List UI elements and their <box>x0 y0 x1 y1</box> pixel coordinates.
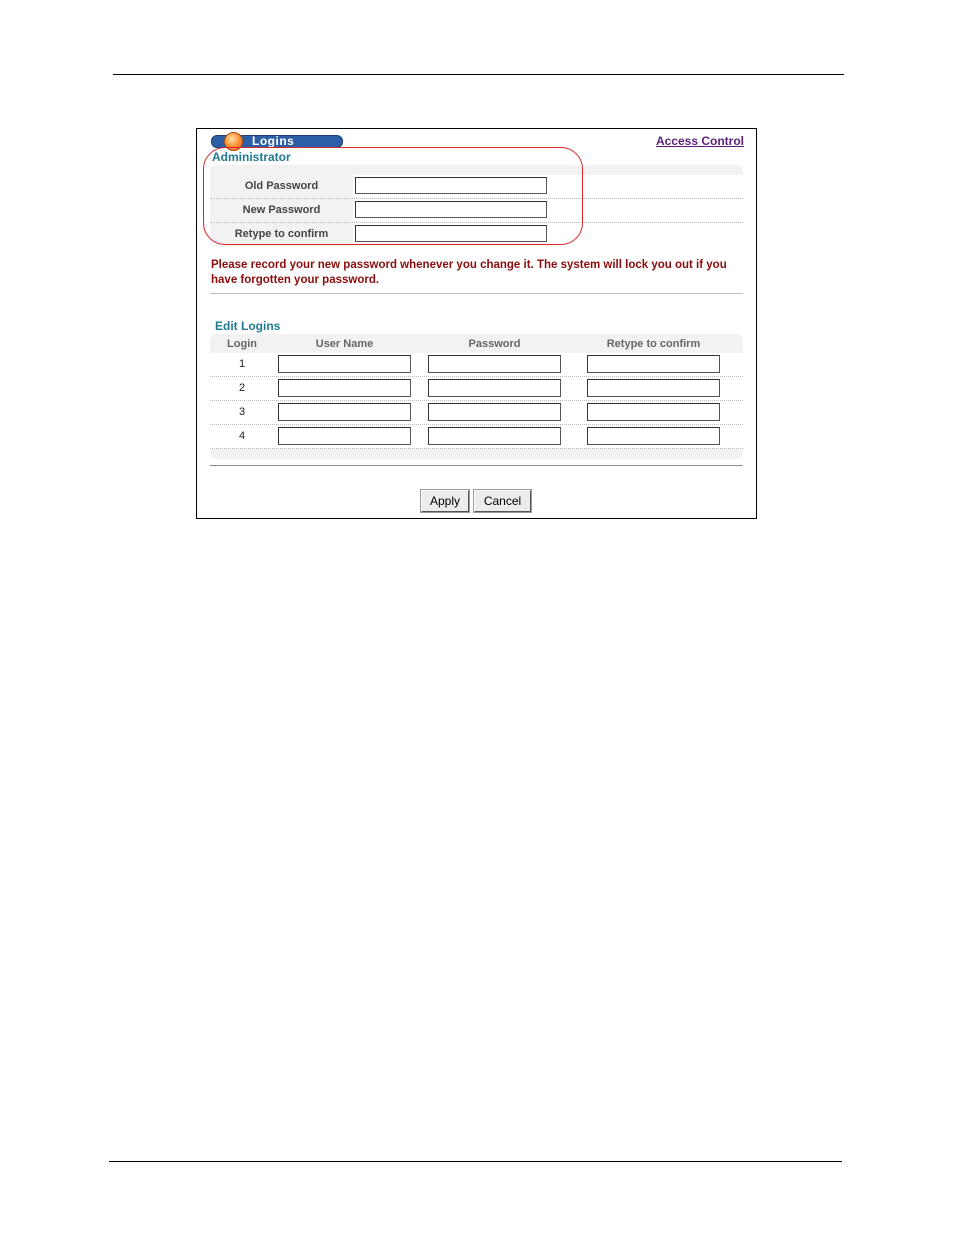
user-name-input-1[interactable] <box>278 355 411 373</box>
tab-title: Logins <box>252 134 295 148</box>
new-password-input[interactable] <box>355 201 547 218</box>
login-number: 4 <box>238 430 246 442</box>
retype-password-label: Retype to confirm <box>234 228 329 240</box>
login-number: 3 <box>238 406 246 418</box>
password-input-4[interactable] <box>428 427 561 445</box>
login-number: 2 <box>238 382 246 394</box>
table-row <box>210 377 743 401</box>
column-header-retype: Retype to confirm <box>606 338 701 350</box>
retype-input-3[interactable] <box>587 403 720 421</box>
column-header-user-name: User Name <box>315 338 374 350</box>
access-control-link[interactable]: Access Control <box>655 134 744 148</box>
retype-password-row <box>210 223 743 246</box>
cancel-button[interactable]: Cancel <box>474 490 531 512</box>
retype-password-input[interactable] <box>355 225 547 242</box>
administrator-title: Administrator <box>212 150 291 164</box>
table-row <box>210 401 743 425</box>
logins-screen <box>196 128 757 519</box>
login-number: 1 <box>238 358 246 370</box>
user-name-input-3[interactable] <box>278 403 411 421</box>
old-password-input[interactable] <box>355 177 547 194</box>
column-header-login: Login <box>227 338 257 350</box>
section-divider <box>210 293 743 294</box>
old-password-label: Old Password <box>244 180 319 192</box>
orb-icon <box>224 132 243 151</box>
header-rule <box>113 74 844 75</box>
retype-input-1[interactable] <box>587 355 720 373</box>
password-input-1[interactable] <box>428 355 561 373</box>
edit-logins-table <box>210 334 743 459</box>
user-name-input-4[interactable] <box>278 427 411 445</box>
table-row <box>210 425 743 449</box>
user-name-input-2[interactable] <box>278 379 411 397</box>
column-header-password: Password <box>468 338 521 350</box>
administrator-panel <box>210 165 743 246</box>
footer-divider <box>210 465 743 466</box>
password-input-3[interactable] <box>428 403 561 421</box>
new-password-row <box>210 199 743 223</box>
retype-input-4[interactable] <box>587 427 720 445</box>
new-password-label: New Password <box>242 204 321 216</box>
retype-input-2[interactable] <box>587 379 720 397</box>
edit-logins-title: Edit Logins <box>215 319 281 333</box>
apply-button[interactable]: Apply <box>421 490 469 512</box>
footer-rule <box>109 1161 842 1162</box>
password-input-2[interactable] <box>428 379 561 397</box>
table-row <box>210 353 743 377</box>
logins-tab-banner <box>211 135 343 148</box>
table-header <box>210 334 743 353</box>
old-password-row <box>210 175 743 199</box>
password-warning: Please record your new password whenever you change it. The system will lock you out if you have forgotten your password. <box>211 259 727 286</box>
